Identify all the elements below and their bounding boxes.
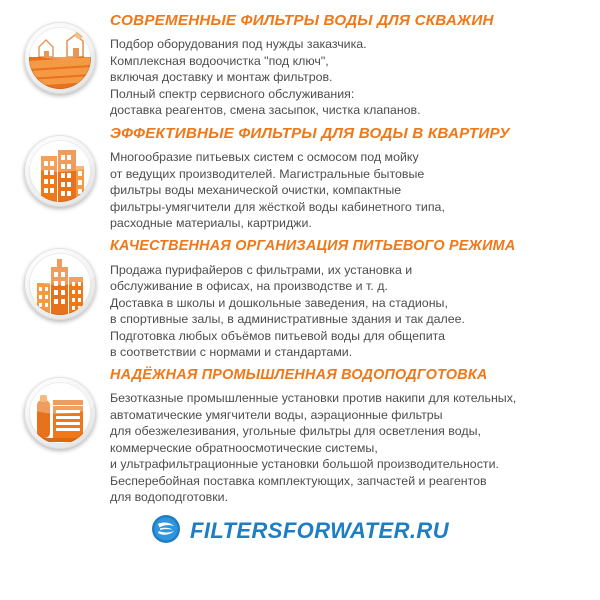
section-body (110, 262, 584, 361)
body-line: обслуживание в офисах, на производстве и т. д. (110, 279, 388, 293)
section-body (110, 36, 584, 119)
section-text (110, 125, 590, 232)
body-line: Продажа пурифайеров с фильтрами, их установка и (110, 262, 413, 277)
body-line: Комплексная водоочистка "под ключ", (110, 53, 329, 68)
section-body (110, 390, 584, 506)
well-field-icon (24, 22, 96, 94)
site-logo[interactable] (10, 514, 590, 549)
body-line: Полный спектр сервисного обслуживания: (110, 86, 355, 101)
icon-container (10, 367, 110, 449)
industrial-equipment-icon (24, 377, 96, 449)
body-line: Безотказные промышленные установки против накипи для котельных, (110, 391, 517, 406)
body-line: включая доставку и монтаж фильтров. (110, 70, 333, 85)
body-line: в соответствии с нормами и стандартами. (110, 345, 353, 359)
icon-container (10, 238, 110, 320)
apartment-building-icon (24, 135, 96, 207)
body-line: в спортивные залы, в административные здания и так далее. (110, 312, 465, 326)
body-line: автоматические умягчители воды, аэрационные фильтры (110, 407, 443, 422)
body-line: расходные материалы, картриджи. (110, 216, 312, 231)
body-line: для обезжелезивания, угольные фильтры для осветления воды, (110, 424, 481, 439)
section-drinking-regime (10, 238, 590, 361)
body-line: фильтры воды механической очистки, компактные (110, 183, 402, 198)
body-line: от ведущих производителей. Магистральные бытовые (110, 166, 425, 181)
section-text (110, 367, 590, 506)
section-title: КАЧЕСТВЕННАЯ ОРГАНИЗАЦИЯ ПИТЬЕВОГО РЕЖИМА (110, 237, 516, 254)
section-title: НАДЁЖНАЯ ПРОМЫШЛЕННАЯ ВОДОПОДГОТОВКА (110, 366, 488, 383)
section-text (110, 238, 590, 361)
body-line: Подбор оборудования под нужды заказчика. (110, 37, 367, 52)
body-line: доставка реагентов, смена засыпок, чистка клапанов. (110, 103, 421, 118)
body-line: Подготовка любых объёмов питьевой воды для общепита (110, 328, 446, 343)
body-line: фильтры-умягчители для жёсткой воды кабинетного типа, (110, 199, 445, 214)
section-industrial (10, 367, 590, 506)
body-line: Многообразие питьевых систем с осмосом под мойку (110, 150, 419, 165)
body-line: и ультрафильтрационные установки большой производительности. (110, 457, 499, 472)
body-line: коммерческие обратноосмотические системы, (110, 440, 378, 455)
section-title: ЭФФЕКТИВНЫЕ ФИЛЬТРЫ ДЛЯ ВОДЫ В КВАРТИРУ (110, 124, 510, 142)
section-title: СОВРЕМЕННЫЕ ФИЛЬТРЫ ВОДЫ ДЛЯ СКВАЖИН (110, 12, 494, 29)
section-text (110, 12, 590, 119)
water-swirl-logo-icon (151, 514, 181, 549)
icon-container (10, 12, 110, 94)
section-apartment (10, 125, 590, 232)
section-wells (10, 12, 590, 119)
body-line: для водоподготовки. (110, 490, 229, 505)
icon-container (10, 125, 110, 207)
logo-text: FILTERSFORWATER.RU (190, 518, 449, 544)
body-line: Доставка в школы и дошкольные заведения, на стадионы, (110, 295, 448, 310)
body-line: Бесперебойная поставка комплектующих, запчастей и реагентов (110, 473, 487, 488)
section-body (110, 149, 584, 232)
office-towers-icon (24, 248, 96, 320)
